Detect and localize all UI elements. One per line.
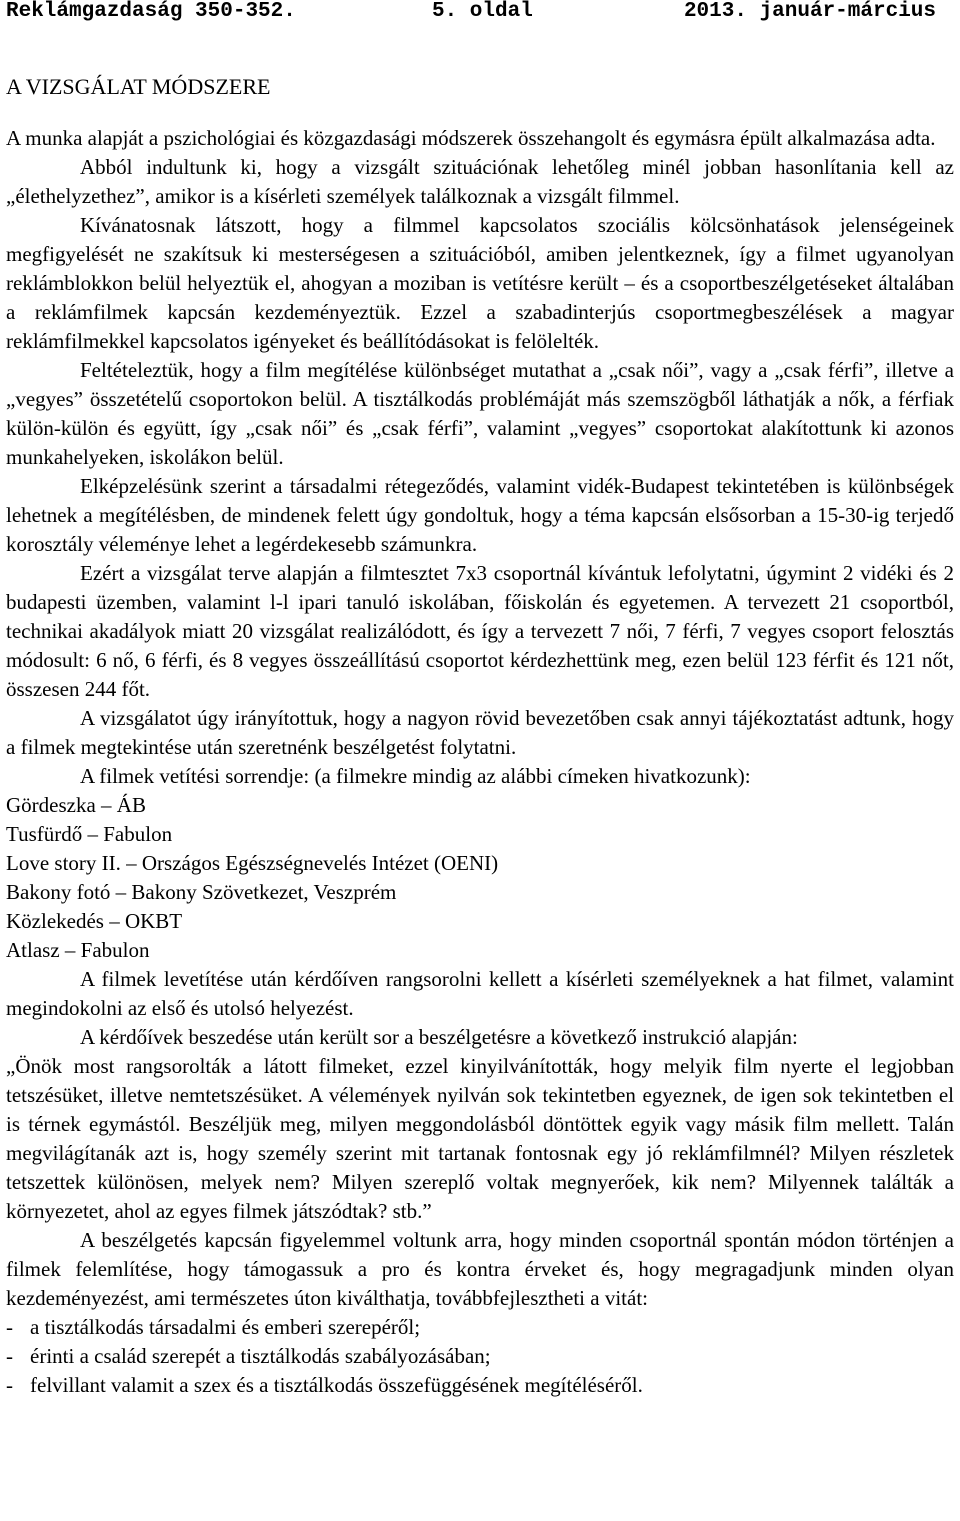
paragraph-screening-order: A filmek vetítési sorrendje: (a filmekre mindig az alábbi címeken hivatkozunk): — [80, 764, 751, 788]
paragraph-social-interaction: Kívánatosnak látszott, hogy a filmmel kapcsolatos szociális kölcsönhatások jelenségeinek megfigyelését ne szakítsuk ki mesterségesen a szituációból, amiben jelentkeznek, így a filmet ugyanolyan reklámblokkon belül helyeztük el, ahogyan a moziban is vetítésre került – és a csoportbeszélgetéseket általában a reklámfilmek kapcsán kezdeményeztük. Ezzel a szabadinterjús csoportmegbeszélések a magyar reklámfilmekkel kapcsolatos igényeket és beállítódásokat is felölelték. — [6, 213, 954, 353]
list-item-text: érinti a család szerepét a tisztálkodás szabályozásában; — [30, 1344, 491, 1368]
paragraph-instruction: A kérdőívek beszedése után került sor a beszélgetésre a következő instrukció alapján: — [80, 1025, 798, 1049]
list-item — [6, 1371, 954, 1400]
dash-marker: - — [6, 1315, 13, 1339]
paragraph-intro: A munka alapját a pszichológiai és közgazdasági módszerek összehangolt és egymásra épült alkalmazása adta. — [6, 126, 936, 150]
journal-citation: Reklámgazdaság 350-352. — [6, 0, 296, 23]
issue-date: 2013. január-március — [683, 0, 936, 23]
paragraph-stratification: Elképzelésünk szerint a társadalmi rétegeződés, valamint vidék-Budapest tekintetében is különbségek lehetnek a megítélésben, de mindenek felett úgy gondoltuk, hogy a téma kapcsán elsősorban a 15-30-ig terjedő korosztály véleménye lehet a legérdekesebb számunkra. — [6, 474, 954, 556]
film-list-item: Atlasz – Fabulon — [6, 938, 150, 962]
paragraph-situation: Abból indultunk ki, hogy a vizsgált szituációnak lehetőleg minél jobban hasonlítania kell az „élethelyzethez”, amikor is a kísérleti személyek találkoznak a vizsgált filmmel. — [6, 155, 954, 208]
paragraph-group-composition: Feltételeztük, hogy a film megítélése különbséget mutathat a „csak női”, vagy a „csak férfi”, illetve a „vegyes” összetételű csoportokon belül. A tisztálkodás problémáját más szemszögből láthatják a nők, a férfiak külön-külön és együtt, így „csak női” és „csak férfi”, valamint „vegyes” csoportokat alakítottunk ki azonos munkahelyeken, iskolákon belül. — [6, 358, 954, 469]
list-item — [6, 1313, 954, 1342]
film-list-item: Love story II. – Országos Egészségnevelés Intézet (OENI) — [6, 851, 499, 875]
dash-marker: - — [6, 1373, 13, 1397]
film-list — [6, 791, 954, 965]
film-list-item: Tusfürdő – Fabulon — [6, 822, 173, 846]
page-number: 5. oldal — [432, 0, 533, 23]
film-list-item: Közlekedés – OKBT — [6, 909, 183, 933]
list-item-text: a tisztálkodás társadalmi és emberi szerepéről; — [30, 1315, 421, 1339]
list-item — [6, 1342, 954, 1371]
paragraph-briefing: A vizsgálatot úgy irányítottuk, hogy a nagyon rövid bevezetőben csak annyi tájékoztatást adtunk, hogy a filmek megtekintése után szeretnénk beszélgetést folytatni. — [6, 706, 954, 759]
paragraph-test-plan: Ezért a vizsgálat terve alapján a filmtesztet 7x3 csoportnál kívántuk lefolytatni, úgymint 2 vidéki és 2 budapesti üzemben, valamint l-l ipari tanuló iskolában, főiskolán és egyetemen. A tervezett 21 csoportból, technikai akadályok miatt 20 vizsgálat realizálódott, és így a tervezett 7 női, 7 férfi, 7 vegyes csoport felosztás módosult: 6 nő, 6 férfi, és 8 vegyes összeállítású csoportot kérdezhettünk meg, ezen belül 123 férfit és 121 nőt, összesen 244 főt. — [6, 561, 954, 701]
instruction-quote: „Önök most rangsorolták a látott filmeket, ezzel kinyilvánították, hogy melyik film nyerte el legjobban tetszésüket, illetve nemtetszésüket. A vélemények nyilván sok tekintetben egyeznek, de igen sok tekintetben el is térnek egymástól. Beszéljük meg, milyen meggondolásból döntöttek egyik vagy másik film mellett. Talán megvilágítanák azt is, hogy személy szerint mit tartanak fontosnak egy jó reklámfilmnél? Milyen részletek tetszettek különösen, melyek nem? Milyen szereplő voltak megnyerőek, kik nem? Milyennek találták a környezetet, ahol az egyes filmek játszódtak? stb.” — [6, 1054, 954, 1223]
paragraph-discussion: A beszélgetés kapcsán figyelemmel voltunk arra, hogy minden csoportnál spontán módon történjen a filmek felemlítése, hogy támogassuk a pro és kontra érveket és, hogy megragadjunk minden olyan kezdeményezést, ami természetes úton kiválthatja, továbbfejlesztheti a vitát: — [6, 1228, 954, 1310]
film-list-item: Gördeszka – ÁB — [6, 793, 146, 817]
section-title: A VIZSGÁLAT MÓDSZERE — [6, 74, 271, 99]
film-list-item: Bakony fotó – Bakony Szövetkezet, Veszprém — [6, 880, 397, 904]
page-header — [0, 0, 960, 24]
list-item-text: felvillant valamit a szex és a tisztálkodás összefüggésének megítéléséről. — [30, 1373, 643, 1397]
paragraph-ranking: A filmek levetítése után kérdőíven rangsorolni kellett a kísérleti személyeknek a hat filmet, valamint megindokolni az első és utolsó helyezést. — [6, 967, 954, 1020]
dash-marker: - — [6, 1344, 13, 1368]
discussion-topics-list — [6, 1313, 954, 1400]
document-body — [6, 72, 954, 1400]
